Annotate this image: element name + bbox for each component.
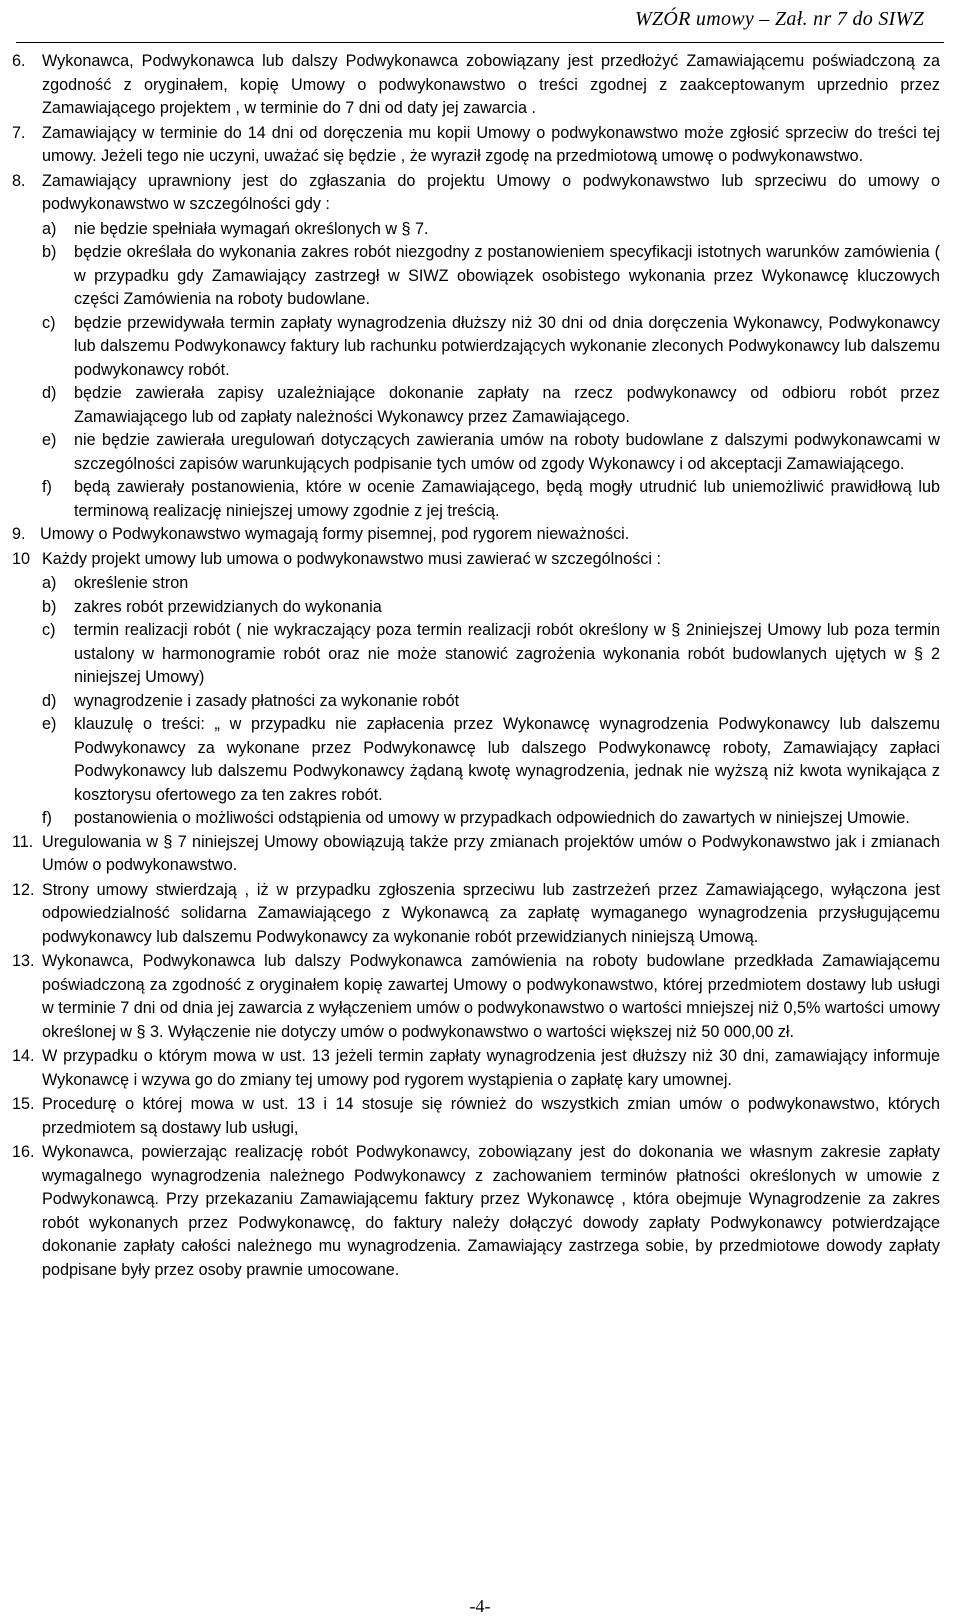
paragraph-6 bbox=[12, 50, 940, 121]
page-number: -4- bbox=[469, 1596, 491, 1616]
list-item-text: zakres robót przewidzianych do wykonania bbox=[74, 597, 382, 616]
list-item bbox=[42, 241, 940, 312]
list-item bbox=[42, 382, 940, 429]
paragraph-10 bbox=[12, 548, 940, 572]
paragraph-14 bbox=[12, 1045, 940, 1092]
list-item-marker: d) bbox=[42, 691, 57, 710]
paragraph-11 bbox=[12, 831, 940, 878]
list-item-text: wynagrodzenie i zasady płatności za wykonanie robót bbox=[74, 691, 460, 710]
paragraph-text: Zamawiający uprawniony jest do zgłaszania do projektu Umowy o podwykonawstwo lub sprzeciwu do umowy o podwykonawstwo w szczególności gdy : bbox=[42, 171, 940, 213]
paragraph-number: 8. bbox=[12, 171, 26, 190]
list-item bbox=[42, 596, 940, 620]
list-item bbox=[42, 690, 940, 714]
paragraph-number: 16. bbox=[12, 1143, 35, 1161]
paragraph-number: 7. bbox=[12, 123, 26, 142]
list-item-marker: f) bbox=[42, 478, 52, 496]
paragraph-number: 10 bbox=[12, 549, 31, 568]
paragraph-number: 15. bbox=[12, 1095, 35, 1113]
paragraph-number: 13. bbox=[12, 952, 35, 970]
paragraph-12 bbox=[12, 879, 940, 950]
paragraph-9 bbox=[12, 523, 940, 547]
list-item bbox=[42, 312, 940, 383]
list-item-text: będzie przewidywała termin zapłaty wynagrodzenia dłuższy niż 30 dni od dnia doręczenia Wykonawcy, Podwykonawcy lub dalszemu Podwykonawcy faktury lub rachunku potwierdzających wykonanie zleconych Podwykonawcy lub dalszemu podwykonawcy robót. bbox=[74, 313, 940, 379]
list-item-marker: b) bbox=[42, 597, 57, 616]
paragraph-number: 9. bbox=[12, 525, 26, 543]
list-item-marker: b) bbox=[42, 243, 57, 261]
paragraph-10-list bbox=[12, 572, 940, 831]
paragraph-16 bbox=[12, 1141, 940, 1282]
paragraph-8-list bbox=[12, 218, 940, 524]
list-item-text: będzie zawierała zapisy uzależniające dokonanie zapłaty na rzecz podwykonawcy od odbioru robót przez Zamawiającego lub od zapłaty należności Wykonawcy przez Zamawiającego. bbox=[74, 384, 940, 426]
list-item bbox=[42, 619, 940, 690]
paragraph-text: Zamawiający w terminie do 14 dni od doręczenia mu kopii Umowy o podwykonawstwo może zgłosić sprzeciw do treści tej umowy. Jeżeli tego nie uczyni, uważać się będzie , że wyraził zgodę na przedmiotową umowę o podwykonawstwo. bbox=[42, 123, 940, 165]
list-item bbox=[42, 572, 940, 596]
list-item-text: będzie określała do wykonania zakres robót niezgodny z postanowieniem specyfikacji istotnych warunków zamówienia ( w przypadku gdy Zamawiający zastrzegł w SIWZ obowiązek osobistego wykonania przez Wykonawcę kluczowych części Zamówienia na roboty budowlane. bbox=[74, 243, 940, 308]
list-item bbox=[42, 807, 940, 831]
list-item-marker: f) bbox=[42, 809, 52, 827]
paragraph-number: 12. bbox=[12, 880, 35, 899]
list-item-marker: e) bbox=[42, 431, 57, 449]
list-item-marker: d) bbox=[42, 384, 57, 402]
paragraph-text: W przypadku o którym mowa w ust. 13 jeżeli termin zapłaty wynagrodzenia jest dłuższy niż 30 dni, zamawiający informuje Wykonawcę i wzywa go do zmiany tej umowy pod rygorem wystąpienia o zapłatę kary umownej. bbox=[42, 1047, 940, 1089]
list-item-text: klauzulę o treści: „ w przypadku nie zapłacenia przez Wykonawcę wynagrodzenia Podwykonawcy lub dalszemu Podwykonawcy za wykonane przez Podwykonawcę lub dalszego Podwykonawcę roboty, Zamawiający zapłaci Podwykonawcy lub dalszemu Podwykonawcy żądaną kwotę wynagrodzenia, jednak nie wyższą niż kwota wynikająca z kosztorysu ofertowego za ten zakres robót. bbox=[74, 715, 940, 804]
paragraph-number: 14. bbox=[12, 1047, 35, 1065]
list-item-text: nie będzie spełniała wymagań określonych w § 7. bbox=[74, 219, 429, 238]
list-item-marker: a) bbox=[42, 574, 57, 592]
list-item-text: określenie stron bbox=[74, 574, 189, 592]
list-item-text: termin realizacji robót ( nie wykraczający poza termin realizacji robót określony w § 2niniejszej Umowy lub poza termin ustalony w harmonogramie robót oraz nie może stanowić zagrożenia wykonania robót budowlanych ujętych w § 2 niniejszej Umowy) bbox=[74, 621, 940, 686]
paragraph-7 bbox=[12, 122, 940, 169]
paragraph-15 bbox=[12, 1093, 940, 1140]
paragraph-text: Uregulowania w § 7 niniejszej Umowy obowiązują także przy zmianach projektów umów o Podwykonawstwo jak i zmianach Umów o podwykonawstwo. bbox=[42, 832, 940, 874]
list-item-marker: c) bbox=[42, 621, 56, 639]
header-divider bbox=[16, 42, 944, 43]
document-body bbox=[12, 50, 940, 1283]
list-item-marker: a) bbox=[42, 219, 57, 238]
paragraph-text: Strony umowy stwierdzają , iż w przypadku zgłoszenia sprzeciwu lub zastrzeżeń przez Zamawiającego, wyłączona jest odpowiedzialność solidarna Zamawiającego z Wykonawcą za zapłatę wymaganego wynagrodzenia przysługującemu podwykonawcy lub dalszemu Podwykonawcy za wykonanie robót przewidzianych niniejszą Umową. bbox=[42, 880, 940, 946]
list-item-text: nie będzie zawierała uregulowań dotyczących zawierania umów na roboty budowlane z dalszymi podwykonawcami w szczególności zapisów warunkujących podpisanie tych umów od zgody Wykonawcy i od akceptacji Zamawiającego. bbox=[74, 431, 940, 473]
paragraph-text: Wykonawca, Podwykonawca lub dalszy Podwykonawca zamówienia na roboty budowlane przedkłada Zamawiającemu poświadczoną za zgodność z oryginałem kopię zawartej Umowy o podwykonawstwo, której przedmiotem dostawy lub usługi w terminie 7 dni od dnia jej zawarcia z wyłączeniem umów o podwykonawstwo o wartości mniejszej niż 0,5% wartości umowy określonej w § 3. Wyłączenie nie dotyczy umów o podwykonawstwo o wartości większej niż 50 000,00 zł. bbox=[42, 952, 940, 1041]
list-item bbox=[42, 476, 940, 523]
paragraph-text: Wykonawca, Podwykonawca lub dalszy Podwykonawca zobowiązany jest przedłożyć Zamawiającemu poświadczoną za zgodność z oryginałem, kopię Umowy o podwykonawstwo o treści zgodnej z zaakceptowanym uprzednio przez Zamawiającego projektem , w terminie do 7 dni od daty jej zawarcia . bbox=[42, 52, 940, 117]
paragraph-8 bbox=[12, 170, 940, 217]
list-item bbox=[42, 429, 940, 476]
paragraph-text: Wykonawca, powierzając realizację robót Podwykonawcy, zobowiązany jest do dokonania we własnym zakresie zapłaty wymagalnego wynagrodzenia należnego Podwykonawcy z zachowaniem terminów płatności określonych w umowie z Podwykonawcą. Przy przekazaniu Zamawiającemu faktury przez Wykonawcę , która obejmuje Wynagrodzenie za zakres robót wykonanych przez Podwykonawcę, do faktury należy dołączyć dowody zapłaty Podwykonawcy potwierdzające dokonanie zapłaty całości należnego mu wynagrodzenia. Zamawiający zastrzega sobie, by przedmiotowe dowody zapłaty podpisane były przez osoby prawnie umocowane. bbox=[42, 1143, 940, 1279]
list-item bbox=[42, 713, 940, 807]
paragraph-13 bbox=[12, 950, 940, 1044]
paragraph-text: Umowy o Podwykonawstwo wymagają formy pisemnej, pod rygorem nieważności. bbox=[40, 525, 630, 543]
document-header-title: WZÓR umowy – Zał. nr 7 do SIWZ bbox=[634, 8, 924, 30]
paragraph-text: Procedurę o której mowa w ust. 13 i 14 stosuje się również do wszystkich zmian umów o podwykonawstwo, których przedmiotem są dostawy lub usługi, bbox=[42, 1095, 940, 1137]
list-item-marker: c) bbox=[42, 313, 56, 332]
list-item-text: będą zawierały postanowienia, które w ocenie Zamawiającego, będą mogły utrudnić lub uniemożliwić prawidłową lub terminową realizację niniejszej umowy zgodnie z jej treścią. bbox=[74, 478, 940, 520]
paragraph-text: Każdy projekt umowy lub umowa o podwykonawstwo musi zawierać w szczególności : bbox=[42, 549, 661, 568]
list-item-marker: e) bbox=[42, 715, 57, 733]
list-item bbox=[42, 218, 940, 242]
paragraph-number: 6. bbox=[12, 52, 26, 70]
paragraph-number: 11. bbox=[12, 832, 34, 851]
list-item-text: postanowienia o możliwości odstąpienia od umowy w przypadkach odpowiednich do zawartych w niniejszej Umowie. bbox=[74, 809, 910, 827]
